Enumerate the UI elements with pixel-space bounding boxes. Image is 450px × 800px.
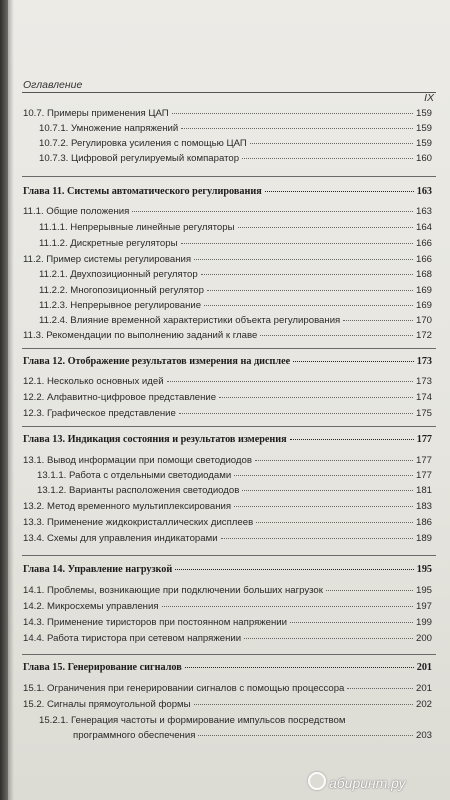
toc-entry: 11.2.4. Влияние временной характеристики объекта регулирования 170: [39, 315, 432, 326]
chapter-separator: [22, 176, 436, 177]
page-number: IX: [424, 92, 434, 104]
book-spine: [0, 0, 8, 800]
toc-entry: 11.2.2. Многопозиционный регулятор 169: [39, 285, 432, 296]
chapter-title: Глава 12. Отображение результатов измерения на дисплее 173: [23, 356, 432, 367]
toc-entry: 13.1.2. Варианты расположения светодиодов 181: [37, 485, 432, 496]
labyrinth-logo-icon: [308, 772, 326, 790]
toc-entry: 13.2. Метод временного мультиплексирования 183: [23, 501, 432, 512]
toc-entry: программного обеспечения 203: [73, 730, 432, 741]
header-rule: [22, 92, 436, 93]
toc-entry: 15.2. Сигналы прямоугольной формы 202: [23, 699, 432, 710]
page-shadow: [8, 0, 14, 800]
chapter-title: Глава 15. Генерирование сигналов 201: [23, 662, 432, 673]
toc-entry: 14.4. Работа тиристора при сетевом напряжении 200: [23, 633, 432, 644]
chapter-title: Глава 14. Управление нагрузкой 195: [23, 564, 432, 575]
toc-entry: 12.1. Несколько основных идей 173: [23, 376, 432, 387]
toc-entry: 12.3. Графическое представление 175: [23, 408, 432, 419]
toc-entry: 14.1. Проблемы, возникающие при подключении больших нагрузок 195: [23, 585, 432, 596]
toc-entry: 11.1.1. Непрерывные линейные регуляторы 164: [39, 222, 432, 233]
watermark: абиринт.ру: [308, 772, 405, 791]
chapter-separator: [22, 654, 436, 655]
toc-entry: 11.2.3. Непрерывное регулирование 169: [39, 300, 432, 311]
toc-entry: 11.1.2. Дискретные регуляторы 166: [39, 238, 432, 249]
toc-entry: 15.1. Ограничения при генерировании сигналов с помощью процессора 201: [23, 683, 432, 694]
toc-entry: 10.7.2. Регулировка усиления с помощью ЦАП 159: [39, 138, 432, 149]
toc-entry: 14.3. Применение тиристоров при постоянном напряжении 199: [23, 617, 432, 628]
toc-entry: 10.7. Примеры применения ЦАП 159: [23, 108, 432, 119]
chapter-title: Глава 13. Индикация состояния и результатов измерения 177: [23, 434, 432, 445]
chapter-separator: [22, 426, 436, 427]
toc-entry: 11.1. Общие положения 163: [23, 206, 432, 217]
toc-entry: 11.2. Пример системы регулирования 166: [23, 254, 432, 265]
toc-entry: 12.2. Алфавитно-цифровое представление 174: [23, 392, 432, 403]
toc-entry: 11.2.1. Двухпозиционный регулятор 168: [39, 269, 432, 280]
chapter-title: Глава 11. Системы автоматического регулирования 163: [23, 186, 432, 197]
toc-entry: 13.1.1. Работа с отдельными светодиодами 177: [37, 470, 432, 481]
toc-entry: 13.4. Схемы для управления индикаторами 189: [23, 533, 432, 544]
toc-entry-line1: 15.2.1. Генерация частоты и формирование импульсов посредством: [39, 715, 346, 726]
running-header: Оглавление: [23, 79, 83, 91]
toc-entry: 10.7.3. Цифровой регулируемый компаратор 160: [39, 153, 432, 164]
book-page: [8, 0, 450, 800]
toc-entry: 10.7.1. Умножение напряжений 159: [39, 123, 432, 134]
chapter-separator: [22, 555, 436, 556]
toc-entry: 13.1. Вывод информации при помощи светодиодов 177: [23, 455, 432, 466]
toc-entry: 13.3. Применение жидкокристаллических дисплеев 186: [23, 517, 432, 528]
toc-entry: 14.2. Микросхемы управления 197: [23, 601, 432, 612]
toc-entry: 11.3. Рекомендации по выполнению заданий к главе 172: [23, 330, 432, 341]
chapter-separator: [22, 348, 436, 349]
